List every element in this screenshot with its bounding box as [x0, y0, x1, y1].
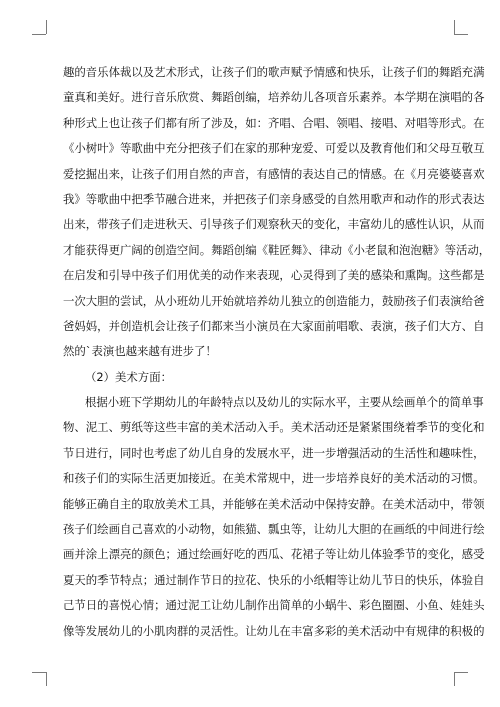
paragraph-line: 夏天的季节特点；通过制作节日的拉花、快乐的小纸帽等让幼儿节日的快乐，体验自	[63, 572, 485, 587]
paragraph-line: 能够正确自主的取放美术工具，并能够在美术活动中保持安静。在美术活动中，带领	[63, 496, 485, 511]
paragraph-line: 己节日的喜悦心情；通过泥工让幼儿制作出简单的小蜗牛、彩色圈圈、小鱼、娃娃头	[63, 598, 485, 613]
paragraph-line: 《小树叶》等歌曲中充分把孩子们在家的那种宠爱、可爱以及教育他们和父母互敬互	[63, 141, 485, 156]
paragraph-line: 爱挖掘出来，让孩子们用自然的声音，有感情的表达自己的情感。在《月亮婆婆喜欢	[63, 166, 485, 181]
paragraph-line: 然的`表演也越来越有进步了！	[63, 344, 217, 359]
paragraph-line: 才能获得更广阔的创造空间。舞蹈创编《鞋匠舞》、律动《小老鼠和泡泡糖》等活动，	[63, 242, 491, 257]
paragraph-line: 物、泥工、剪纸等这些丰富的美术活动入手。美术活动还是紧紧围绕着季节的变化和	[63, 420, 485, 435]
section-heading: （2）美术方面：	[85, 369, 172, 384]
paragraph-line: 趣的音乐体裁以及艺术形式，让孩子们的歌声赋予情感和快乐，让孩子们的舞蹈充满	[63, 65, 485, 79]
paragraph-line: 种形式上也让孩子们都有所了涉及，如：齐唱、合唱、领唱、接唱、对唱等形式。在	[63, 115, 485, 130]
paragraph-line: 像等发展幼儿的小肌肉群的灵活性。让幼儿在丰富多彩的美术活动中有规律的积极的	[63, 623, 485, 638]
paragraph-line: 我》等歌曲中把季节融合进来，并把孩子们亲身感受的自然用歌声和动作的形式表达	[63, 191, 485, 206]
document-body	[63, 60, 491, 644]
paragraph-line: 孩子们绘画自己喜欢的小动物，如熊猫、瓢虫等，让幼儿大胆的在画纸的中间进行绘	[63, 522, 485, 537]
paragraph-line: 节日进行，同时也考虑了幼儿自身的发展水平，进一步增强活动的生活性和趣味性，	[63, 445, 485, 460]
paragraph-line: 和孩子们的实际生活更加接近。在美术常规中，进一步培养良好的美术活动的习惯。	[63, 471, 485, 486]
paragraph-line: 一次大胆的尝试，从小班幼儿开始就培养幼儿独立的创造能力，鼓励孩子们表演给爸	[63, 293, 485, 308]
paragraph-line: 画并涂上漂亮的颜色；通过绘画好吃的西瓜、花裙子等让幼儿体验季节的变化，感受	[63, 547, 485, 562]
paragraph-line: 出来，带孩子们走进秋天、引导孩子们观察秋天的变化，丰富幼儿的感性认识，从而	[63, 217, 485, 232]
paragraph-line: 在启发和引导中孩子们用优美的动作来表现，心灵得到了美的感染和熏陶。这些都是	[63, 268, 485, 283]
paragraph-line: 童真和美好。进行音乐欣赏、舞蹈创编，培养幼儿各项音乐素养。本学期在演唱的各	[63, 90, 485, 105]
paragraph-line: 根据小班下学期幼儿的年龄特点以及幼儿的实际水平，主要从绘画单个的简单事	[85, 395, 484, 410]
paragraph-line: 爸妈妈，并创造机会让孩子们都来当小演员在大家面前唱歌、表演，孩子们大方、自	[63, 318, 485, 333]
